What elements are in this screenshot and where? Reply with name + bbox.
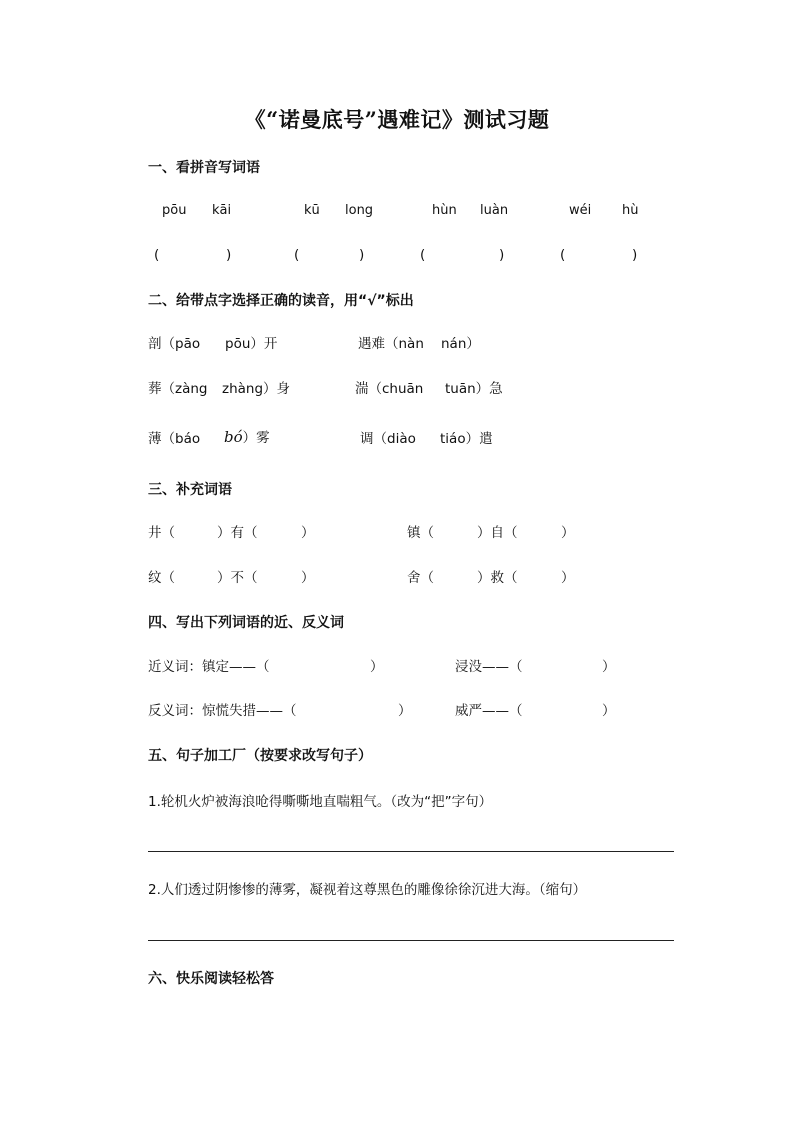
pinyin-luan: luàn (480, 203, 509, 218)
answer-line-2 (148, 940, 674, 941)
sentence-question-2: 2.人们透过阴惨惨的薄雾，凝视着这尊黑色的雕像徐徐沉进大海。（缩句） (148, 882, 587, 898)
idiom-jing-2: ）有（ (217, 525, 258, 541)
item-nan-option1: 遇难（nàn (358, 336, 424, 352)
bo-italic: bó (224, 428, 243, 446)
pinyin-hu: hù (622, 203, 639, 218)
antonym-jinghuang: 反义词：惊慌失措——（ (148, 703, 297, 719)
section5-heading: 五、句子加工厂（按要求改写句子） (148, 748, 372, 764)
antonym-jinghuang-close: ） (398, 703, 412, 719)
section4-heading: 四、写出下列词语的近、反义词 (148, 615, 344, 631)
idiom-wen-1: 纹（ (148, 570, 175, 586)
answer-bracket-open-3: ( (420, 247, 426, 263)
idiom-wen-3: ） (301, 570, 315, 586)
pinyin-ku: kū (304, 203, 320, 218)
section2-heading: 二、给带点字选择正确的读音，用“√”标出 (148, 293, 414, 309)
item-pou-option2: pōu）开 (225, 336, 278, 352)
item-bao-option2 (224, 428, 270, 447)
idiom-she-2: ）救（ (477, 570, 518, 586)
synonym-zhending: 近义词：镇定——（ (148, 659, 270, 675)
idiom-jing-3: ） (301, 525, 315, 541)
synonym-jinmo: 浸没——（ (455, 659, 523, 675)
item-diao-option2: tiáo）遣 (440, 431, 493, 447)
section3-heading: 三、补充词语 (148, 482, 232, 498)
idiom-zhen-3: ） (561, 525, 575, 541)
answer-bracket-close-1: ) (226, 247, 232, 263)
section1-heading: 一、看拼音写词语 (148, 160, 260, 176)
idiom-zhen-2: ）自（ (477, 525, 518, 541)
pinyin-long: long (345, 203, 374, 218)
antonym-weiyan-close: ） (602, 703, 616, 719)
pinyin-wei: wéi (569, 203, 592, 218)
item-tuan-option1: 湍（chuān (355, 381, 424, 397)
answer-bracket-close-3: ) (499, 247, 505, 263)
idiom-zhen-1: 镇（ (407, 525, 434, 541)
item-zang-option1: 葬（zàng (148, 381, 208, 397)
answer-bracket-open-1: ( (154, 247, 160, 263)
answer-bracket-open-4: ( (560, 247, 566, 263)
answer-bracket-open-2: ( (294, 247, 300, 263)
answer-bracket-close-4: ) (632, 247, 638, 263)
item-diao-option1: 调（diào (360, 431, 416, 447)
idiom-wen-2: ）不（ (217, 570, 258, 586)
answer-bracket-close-2: ) (359, 247, 365, 263)
page-title: 《“诺曼底号”遇难记》测试习题 (244, 107, 550, 132)
bo-rest: ）雾 (242, 430, 270, 446)
idiom-she-1: 舍（ (407, 570, 434, 586)
item-tuan-option2: tuān）急 (445, 381, 503, 397)
section6-heading: 六、快乐阅读轻松答 (148, 971, 274, 987)
item-nan-option2: nán） (441, 336, 480, 352)
synonym-zhending-close: ） (370, 659, 384, 675)
synonym-jinmo-close: ） (602, 659, 616, 675)
pinyin-kai: kāi (212, 203, 232, 218)
answer-line-1 (148, 851, 674, 852)
sentence-question-1: 1.轮机火炉被海浪呛得嘶嘶地直喘粗气。（改为“把”字句） (148, 794, 493, 810)
item-pou-option1: 剖（pāo (148, 336, 201, 352)
pinyin-pou: pōu (162, 203, 187, 218)
pinyin-hun: hùn (432, 203, 457, 218)
item-zang-option2: zhàng）身 (222, 381, 291, 397)
idiom-she-3: ） (561, 570, 575, 586)
item-bao-option1: 薄（báo (148, 431, 201, 447)
antonym-weiyan: 威严——（ (455, 703, 523, 719)
idiom-jing-1: 井（ (148, 525, 175, 541)
